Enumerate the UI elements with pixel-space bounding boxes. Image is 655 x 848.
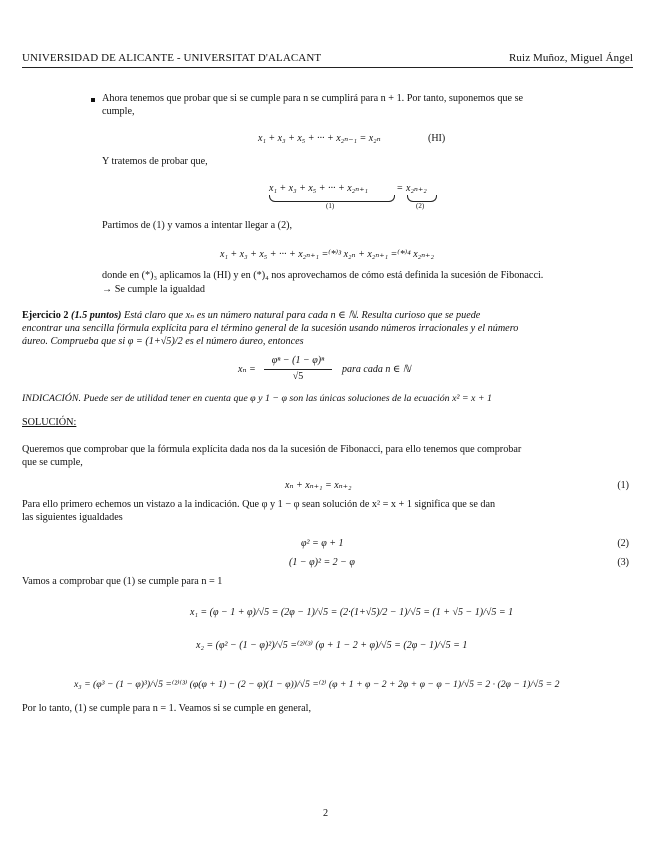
equation-2: φ² = φ + 1 [301,538,344,549]
hypothesis-equation: x₁ + x₃ + x₅ + ··· + x₂ₙ₋₁ = x₂ₙ [258,133,381,144]
goal-equals: = [397,183,403,194]
formula-numerator: φⁿ − (1 − φ)ⁿ [271,355,325,366]
conclusion-text: → Se cumple la igualdad [102,284,205,295]
x3-derivation: x₃ = (φ³ − (1 − φ)³)/√5 =⁽²⁾⁽³⁾ (φ(φ + 1) − (2 − φ)(1 − φ))/√5 =⁽²⁾ (φ + 1 + φ − 2 + 2φ + φ − φ − 1)/√5 = 2 · (2φ − 1)/√5 = 2 [74,679,560,690]
x2-derivation: x₂ = (φ² − (1 − φ)²)/√5 =⁽²⁾⁽³⁾ (φ + 1 − 2 + φ)/√5 = (2φ − 1)/√5 = 1 [196,640,468,651]
page-number: 2 [323,808,329,819]
induction-chain: x₁ + x₃ + x₅ + ··· + x₂ₙ₊₁ =⁽*⁾³ x₂ₙ + x₂ₙ₊₁ =⁽*⁾⁴ x₂ₙ₊₂ [220,249,434,260]
solution-p2-line-2: las siguientes igualdades [22,512,123,523]
underbrace-1 [269,195,395,202]
solution-p1-line-1: Queremos que comprobar que la fórmula explícita dada nos da la sucesión de Fibonacci, para ello tenemos que comprobar [22,444,522,455]
goal-lhs: x₁ + x₃ + x₅ + ··· + x₂ₙ₊₁ [269,183,368,194]
try-text: Y tratemos de probar que, [102,156,208,167]
solution-p4: Por lo tanto, (1) se cumple para n = 1. Veamos si se cumple en general, [22,703,312,714]
x1-derivation: x₁ = (φ − 1 + φ)/√5 = (2φ − 1)/√5 = (2·(1+√5)/2 − 1)/√5 = (1 + √5 − 1)/√5 = 1 [190,607,514,618]
equation-2-tag: (2) [617,538,629,549]
exercise-line-2: encontrar una sencilla fórmula explícita para el término general de la sucesión usando números irracionales y el número [22,323,519,334]
hint-text: INDICACIÓN. Puede ser de utilidad tener en cuenta que φ y 1 − φ son las únicas soluciones de la ecuación x² = x + 1 [22,393,492,404]
solution-p2-line-1: Para ello primero echemos un vistazo a la indicación. Que φ y 1 − φ sean solución de x² = x + 1 significa que se dan [22,499,496,510]
bullet-line-2: cumple, [102,106,135,117]
formula-denominator: √5 [292,371,304,382]
start-text: Partimos de (1) y vamos a intentar llegar a (2), [102,220,293,231]
solution-p3: Vamos a comprobar que (1) se cumple para n = 1 [22,576,223,587]
formula-lhs: xₙ = [238,364,256,375]
header-author: Ruiz Muñoz, Miguel Ángel [509,52,633,64]
underbrace-2 [407,195,437,202]
exercise-heading [22,309,480,322]
goal-rhs: x₂ₙ₊₂ [406,183,427,194]
goal-label-2: (2) [416,202,425,210]
equation-3-tag: (3) [617,557,629,568]
equation-1-tag: (1) [617,480,629,491]
goal-label-1: (1) [326,202,335,210]
equation-3: (1 − φ)² = 2 − φ [289,557,355,568]
bullet-line-1: Ahora tenemos que probar que si se cumple para n se cumplirá para n + 1. Por tanto, suponemos que se [102,93,524,104]
solution-p1-line-2: que se cumple, [22,457,83,468]
exercise-line-3: áureo. Comprueba que si φ = (1+√5)/2 es el número áureo, entonces [22,336,304,347]
exercise-title: Ejercicio 2 [22,310,69,321]
where-text: donde en (*)₃ aplicamos la (HI) y en (*)₄ nos aprovechamos de cómo está definida la sucesión de Fibonacci. [102,270,544,281]
formula-condition: para cada n ∈ ℕ [342,364,411,375]
exercise-points: (1.5 puntos) [71,310,122,321]
formula-bar [264,369,332,370]
exercise-line-1: Está claro que xₙ es un número natural para cada n ∈ ℕ. Resulta curioso que se puede [123,310,481,321]
bullet-marker [91,98,95,102]
solution-title: SOLUCIÓN: [22,417,77,428]
equation-1: xₙ + xₙ₊₁ = xₙ₊₂ [285,480,352,491]
header-institution: UNIVERSIDAD DE ALICANTE - UNIVERSITAT D'ALACANT [22,52,322,64]
header-rule [22,67,633,68]
hypothesis-tag: (HI) [428,133,446,144]
